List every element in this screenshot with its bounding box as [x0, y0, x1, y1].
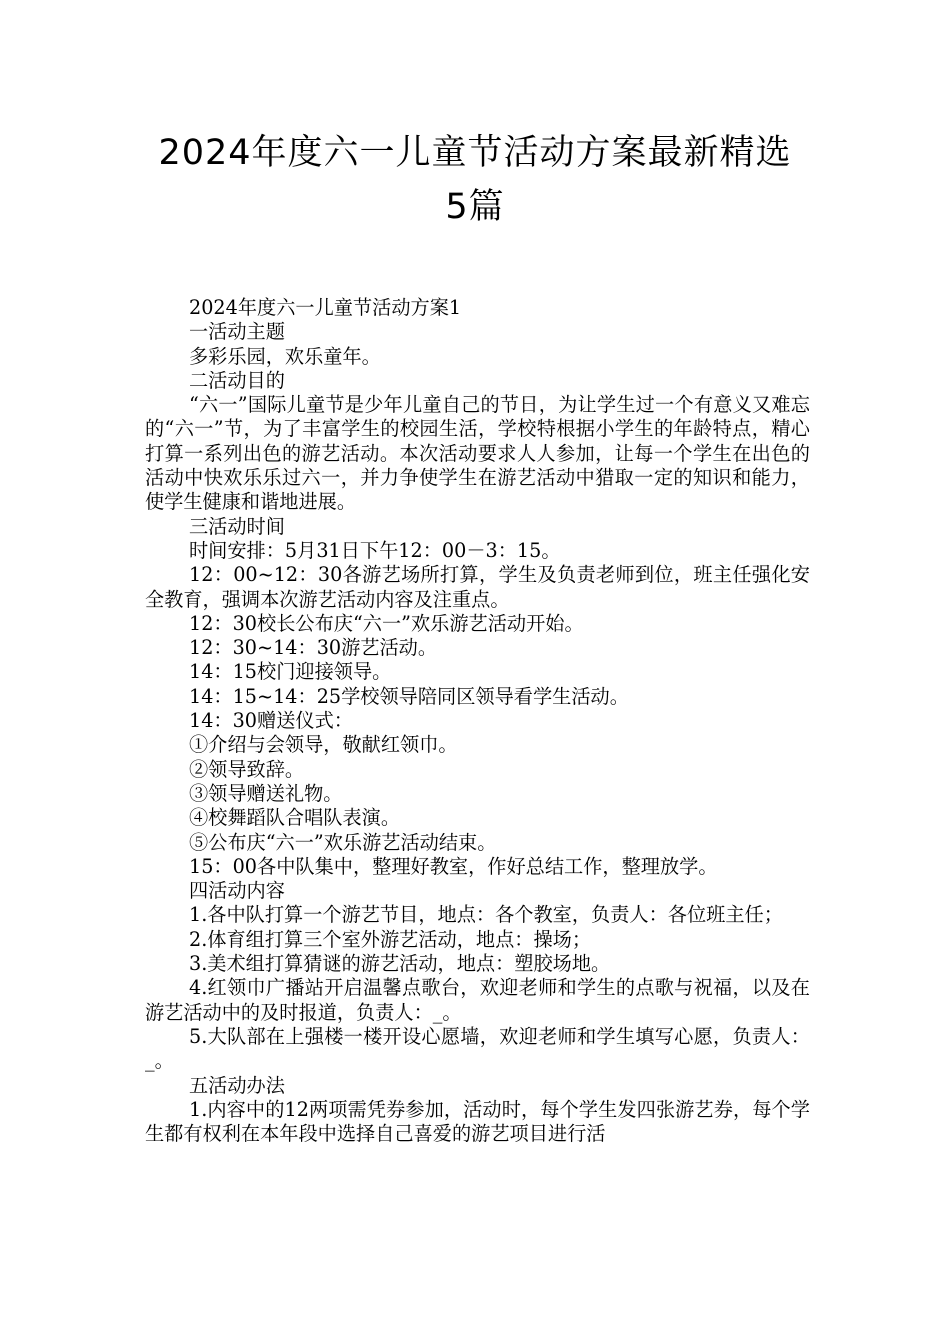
paragraph: 12：30~14：30游艺活动。 — [189, 636, 438, 660]
list-item: 5.大队部在上强楼一楼开设心愿墙，欢迎老师和学生填写心愿，负责人：_。 — [145, 1024, 810, 1073]
section-heading-method: 五活动办法 — [189, 1073, 285, 1097]
list-item: ④校舞蹈队合唱队表演。 — [189, 806, 401, 830]
paragraph: 14：30赠送仪式： — [189, 709, 353, 733]
document-body — [145, 296, 810, 1146]
paragraph: 多彩乐园，欢乐童年。 — [189, 344, 381, 368]
list-item: 1.内容中的12两项需凭券参加，活动时，每个学生发四张游艺券，每个学生都有权利在本年段中选择自己喜爱的游艺项目进行活 — [145, 1097, 810, 1146]
list-item: ⑤公布庆“六一”欢乐游艺活动结束。 — [189, 830, 497, 854]
section-heading-purpose: 二活动目的 — [189, 368, 285, 392]
list-item: ①介绍与会领导，敬献红领巾。 — [189, 733, 458, 757]
list-item: 3.美术组打算猜谜的游艺活动，地点：塑胶场地。 — [189, 952, 611, 976]
paragraph: 15：00各中队集中，整理好教室，作好总结工作，整理放学。 — [189, 854, 718, 878]
paragraph: 12：00~12：30各游艺场所打算，学生及负责老师到位，班主任强化安全教育，强调本次游艺活动内容及注重点。 — [145, 563, 810, 611]
document-title — [100, 126, 850, 234]
paragraph: 12：30校长公布庆“六一”欢乐游艺活动开始。 — [189, 611, 584, 635]
section-heading-theme: 一活动主题 — [189, 320, 285, 344]
paragraph: 14：15~14：25学校领导陪同区领导看学生活动。 — [189, 684, 629, 708]
title-line-1: 2024年度六一儿童节活动方案最新精选 — [158, 133, 792, 173]
list-item: 2.体育组打算三个室外游艺活动，地点：操场； — [189, 927, 592, 951]
list-item: 4.红领巾广播站开启温馨点歌台，欢迎老师和学生的点歌与祝福，以及在游艺活动中的及时报道，负责人：_。 — [145, 976, 810, 1024]
section-heading-content: 四活动内容 — [189, 879, 285, 903]
section-heading-time: 三活动时间 — [189, 514, 285, 538]
list-item: ③领导赠送礼物。 — [189, 781, 343, 805]
paragraph: “六一”国际儿童节是少年儿童自己的节日，为让学生过一个有意义又难忘的“六一”节，为了丰富学生的校园生活，学校特根据小学生的年龄特点，精心打算一系列出色的游艺活动。本次活动要求人人参加，让每一个学生在出色的活动中快欢乐乐过六一，并力争使学生在游艺活动中猎取一定的知识和能力，使学生健康和谐地进展。 — [145, 393, 810, 514]
list-item: ②领导致辞。 — [189, 757, 305, 781]
paragraph: 14：15校门迎接领导。 — [189, 660, 392, 684]
list-item: 1.各中队打算一个游艺节目，地点：各个教室，负责人：各位班主任； — [189, 903, 783, 927]
paragraph: 时间安排：5月31日下午12：00－3：15。 — [189, 538, 561, 562]
title-line-2: 5篇 — [445, 187, 505, 227]
section-heading-plan-1: 2024年度六一儿童节活动方案1 — [189, 296, 462, 319]
